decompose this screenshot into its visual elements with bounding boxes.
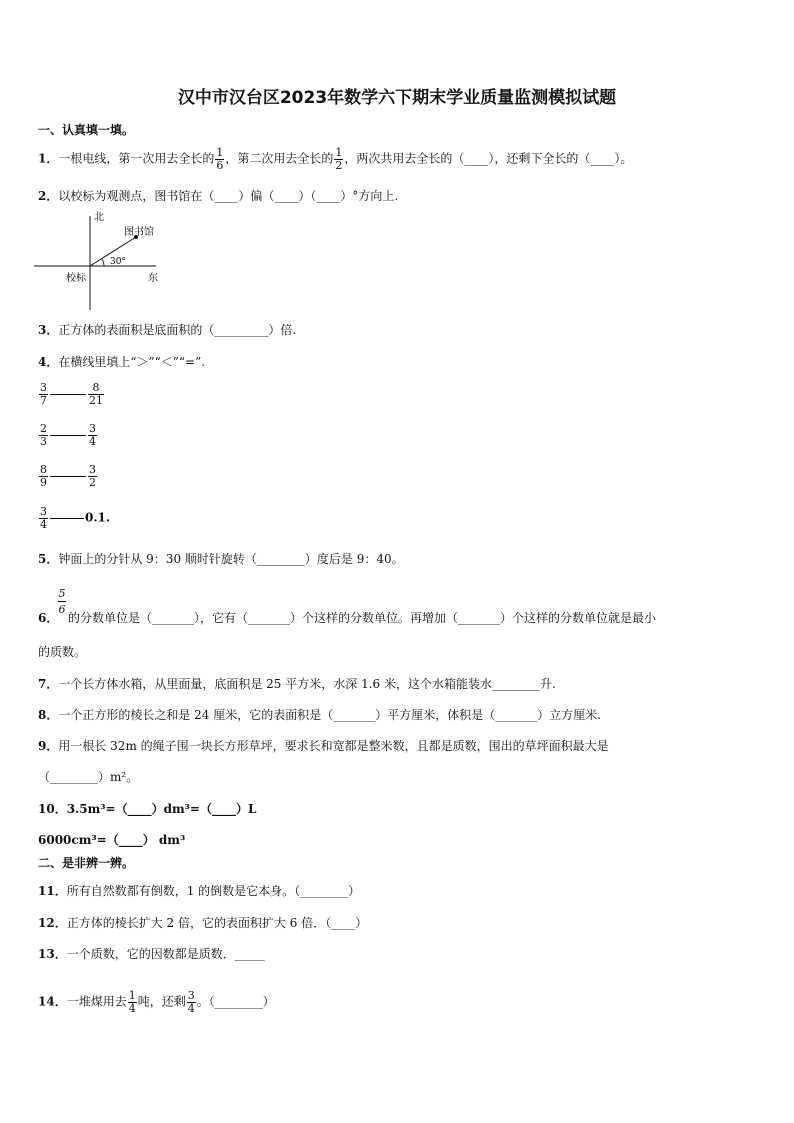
question-text: 一根电线，第一次用去全长的 xyxy=(58,151,215,166)
question-text: 。（________） xyxy=(196,994,275,1009)
question-text: 6000cm³=（____） dm³ xyxy=(38,833,186,847)
question-text: 正方体的表面积是底面积的（_________）倍. xyxy=(58,323,297,337)
comparison-item xyxy=(38,382,105,406)
fraction: $\frac{1}{6}$ xyxy=(216,146,224,172)
fraction: $\frac{3}{7}$ xyxy=(40,381,47,407)
question-4 xyxy=(38,356,205,368)
decimal-value: 0.1. xyxy=(85,510,111,525)
north-label: 北 xyxy=(94,212,104,223)
question-number: 6． xyxy=(38,611,59,625)
question-13 xyxy=(38,948,265,960)
question-number: 3． xyxy=(38,323,59,337)
comparison-item xyxy=(38,423,98,447)
library-label: 图书馆 xyxy=(124,227,154,238)
question-text: （________）m²。 xyxy=(38,770,139,784)
fraction: $\frac{2}{3}$ xyxy=(40,422,47,448)
answer-blank[interactable] xyxy=(50,518,84,519)
question-number: 5． xyxy=(38,552,59,566)
angle-arc xyxy=(102,259,104,266)
east-label: 东 xyxy=(148,273,158,284)
question-number: 12． xyxy=(38,916,67,930)
question-6 xyxy=(38,612,58,624)
fraction: $\frac{3}{4}$ xyxy=(40,505,47,531)
fraction: 5 6 xyxy=(58,587,66,617)
question-text: 所有自然数都有倒数，1 的倒数是它本身。（________） xyxy=(66,884,361,898)
answer-blank[interactable] xyxy=(50,394,86,395)
question-number: 14． xyxy=(38,994,67,1009)
question-8 xyxy=(38,709,601,721)
question-text: 一堆煤用去 xyxy=(66,994,127,1009)
comparison-item xyxy=(38,464,98,488)
question-number: 1． xyxy=(38,151,59,166)
question-text: 一个质数，它的因数都是质数．_____ xyxy=(66,947,265,961)
question-text: 的质数。 xyxy=(38,645,87,659)
fraction: $\frac{3}{4}$ xyxy=(187,989,195,1015)
fraction: $\frac{3}{4}$ xyxy=(89,422,96,448)
angle-label: 30° xyxy=(110,257,126,267)
origin-label: 校标 xyxy=(66,273,86,284)
question-text: 一个正方形的棱长之和是 24 厘米，它的表面积是（_______）平方厘米，体积是（_______）立方厘米. xyxy=(58,708,602,722)
question-text: 一个长方体水箱，从里面量，底面积是 25 平方米，水深 1.6 米，这个水箱能装水________升. xyxy=(58,677,556,691)
fraction: $\frac{1}{4}$ xyxy=(128,989,136,1015)
page-title: 汉中市汉台区2023年数学六下期末学业质量监测模拟试题 xyxy=(177,88,617,108)
comparison-item xyxy=(38,506,110,530)
fraction: $\frac{1}{2}$ xyxy=(335,146,343,172)
question-text: 正方体的棱长扩大 2 倍，它的表面积扩大 6 倍．（____） xyxy=(66,916,368,930)
answer-blank[interactable] xyxy=(50,435,86,436)
question-7 xyxy=(38,678,556,690)
question-9 xyxy=(38,740,609,752)
question-12 xyxy=(38,917,367,929)
fraction: $\frac{3}{2}$ xyxy=(89,463,96,489)
question-number: 8． xyxy=(38,708,59,722)
question-number: 13． xyxy=(38,947,67,961)
fraction: $\frac{8}{9}$ xyxy=(40,463,47,489)
question-number: 7． xyxy=(38,677,59,691)
question-number: 11． xyxy=(38,884,67,898)
question-number: 2． xyxy=(38,189,59,203)
question-text: 钟面上的分针从 9：30 顺时针旋转（________）度后是 9：40。 xyxy=(58,552,404,566)
question-number: 4． xyxy=(38,355,59,369)
question-14 xyxy=(38,990,275,1014)
question-text: 用一根长 32m 的绳子围一块长方形草坪，要求长和宽都是整米数，且都是质数，围出的草坪面积最大是 xyxy=(58,739,609,753)
question-text: 吨，还剩 xyxy=(137,994,186,1009)
question-10 xyxy=(38,803,256,815)
section-heading-1: 一、认真填一填。 xyxy=(38,123,135,137)
question-3 xyxy=(38,324,296,336)
question-11 xyxy=(38,885,360,897)
question-number: 10． xyxy=(38,802,67,816)
question-number: 9． xyxy=(38,739,59,753)
question-text: 的分数单位是（_______），它有（_______）个这样的分数单位。再增加（_______）个这样的分数单位就是最小 xyxy=(68,611,657,625)
question-2 xyxy=(38,190,398,202)
answer-blank[interactable] xyxy=(50,476,86,477)
question-text: 3.5m³=（____）dm³=（____）L xyxy=(66,802,257,816)
question-text: 以校标为观测点，图书馆在（____）偏（____）（____）°方向上. xyxy=(58,189,399,203)
question-1 xyxy=(38,147,632,171)
question-text: ，两次共用去全长的（____），还剩下全长的（____）。 xyxy=(344,151,633,166)
section-heading-2: 二、是非辨一辨。 xyxy=(38,856,135,870)
fraction: $\frac{8}{21}$ xyxy=(89,381,103,407)
direction-diagram xyxy=(34,210,174,314)
question-text: 在横线里填上“＞”“＜”“=”. xyxy=(58,355,206,369)
question-text: ，第二次用去全长的 xyxy=(225,151,334,166)
question-5 xyxy=(38,553,404,565)
